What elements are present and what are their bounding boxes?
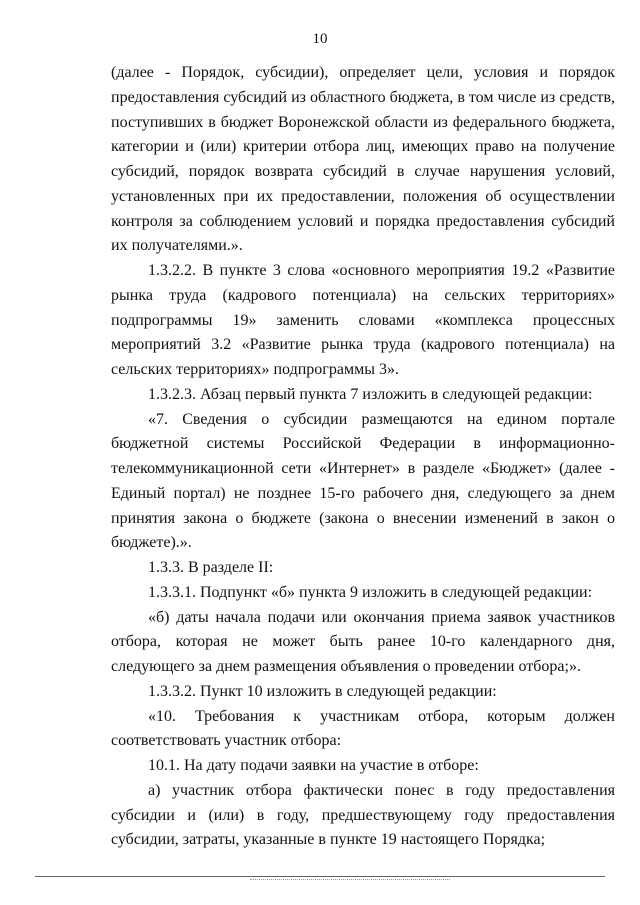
page-number: 10 bbox=[312, 31, 328, 47]
document-body bbox=[111, 61, 615, 853]
paragraph-6: 1.3.3.1. Подпункт «б» пункта 9 изложить в следующей редакции: bbox=[148, 583, 593, 601]
paragraph-11: а) участник отбора фактически понес в году предоставления субсидии и (или) в году, предшествующему году предоставления субсидии, затраты, указанные в пункте 19 настоящего Порядка; bbox=[111, 781, 615, 849]
paragraph-2: 1.3.2.2. В пункте 3 слова «основного мероприятия 19.2 «Развитие рынка труда (кадрового потенциала) на сельских территориях» подпрограммы 19» заменить словами «комплекса процессных мероприятий 3.2 «Развитие рынка труда (кадрового потенциала) на сельских территориях» подпрограммы 3». bbox=[111, 262, 615, 378]
paragraph-9: «10. Требования к участникам отбора, которым должен соответствовать участник отбора: bbox=[111, 707, 615, 750]
footer-dotted-line bbox=[250, 879, 450, 880]
paragraph-10: 10.1. На дату подачи заявки на участие в отборе: bbox=[148, 757, 479, 774]
paragraph-8: 1.3.3.2. Пункт 10 изложить в следующей редакции: bbox=[148, 682, 497, 700]
footer-divider bbox=[35, 876, 605, 877]
paragraph-5: 1.3.3. В разделе II: bbox=[148, 559, 274, 576]
paragraph-4: «7. Сведения о субсидии размещаются на едином портале бюджетной системы Российской Федерации в информационно-телекоммуникационной сети «Интернет» в разделе «Бюджет» (далее - Единый портал) не позднее 15-го рабочего дня, следующего за днем принятия закона о бюджете (закона о внесении изменений в закон о бюджете).». bbox=[111, 410, 615, 552]
paragraph-1: (далее - Порядок, субсидии), определяет цели, условия и порядок предоставления субсидий из областного бюджета, в том числе из средств, поступивших в бюджет Воронежской области из федерального бюджета, категории и (или) критерии отбора лиц, имеющих право на получение субсидий, порядок возврата субсидий в случае нарушения условий, установленных при их предоставлении, положения об осуществлении контроля за соблюдением условий и порядка предоставления субсидий их получателями.». bbox=[111, 64, 615, 255]
paragraph-3: 1.3.2.3. Абзац первый пункта 7 изложить в следующей редакции: bbox=[148, 385, 593, 403]
paragraph-7: «б) даты начала подачи или окончания приема заявок участников отбора, которая не может быть ранее 10-го календарного дня, следующего за днем размещения объявления о проведении отбора;». bbox=[111, 608, 615, 675]
